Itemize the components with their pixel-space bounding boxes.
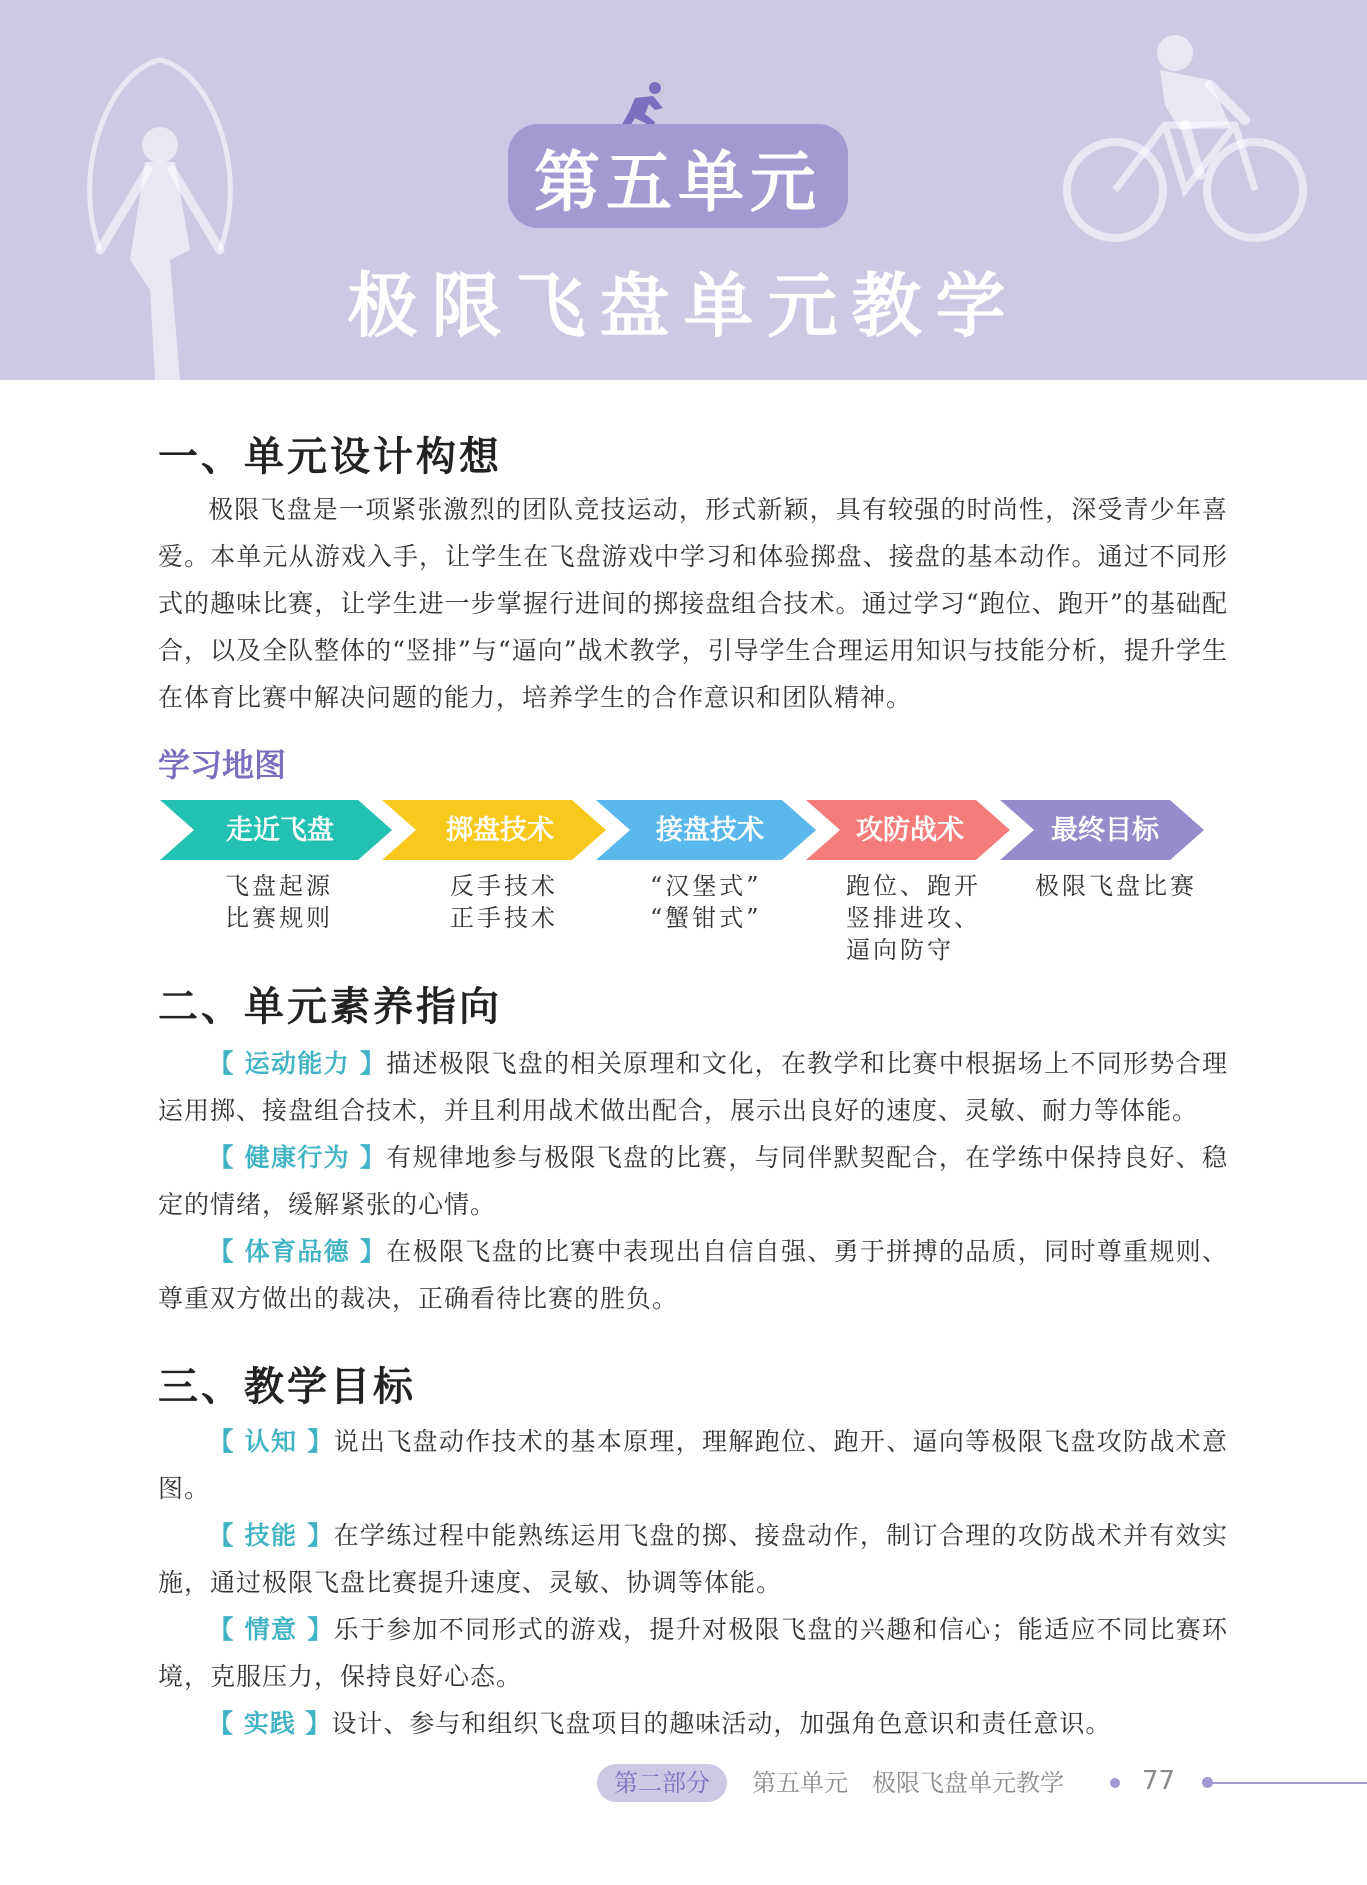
goal-item-2 (158, 1512, 1228, 1606)
step4-line1: 跑位、跑开 (846, 872, 981, 900)
step3-line2: “蟹钳式” (650, 904, 762, 932)
section3-heading: 三、教学目标 (158, 1363, 416, 1410)
footer-part-badge: 第二部分 (597, 1764, 727, 1802)
step4-line2: 竖排进攻、 (846, 904, 981, 932)
step2-line1: 反手技术 (450, 872, 558, 900)
literacy-text-3: 在极限飞盘的比赛中表现出自信自强、勇于拼搏的品质，同时尊重规则、尊重双方做出的裁决，正确看待比赛的胜负。 (158, 1237, 1228, 1313)
literacy-tag-1: 【 运动能力 】 (208, 1049, 387, 1078)
literacy-text-1: 描述极限飞盘的相关原理和文化，在教学和比赛中根据场上不同形势合理运用掷、接盘组合技术，并且利用战术做出配合，展示出良好的速度、灵敏、耐力等体能。 (158, 1049, 1228, 1125)
step2-line2: 正手技术 (450, 904, 558, 932)
step5-line1: 极限飞盘比赛 (1035, 872, 1197, 900)
step-label-2: 掷盘技术 (446, 815, 554, 846)
step-detail-3 (650, 870, 762, 934)
goal-text-3: 乐于参加不同形式的游戏，提升对极限飞盘的兴趣和信心；能适应不同比赛环境，克服压力，保持良好心态。 (158, 1615, 1228, 1691)
goal-tag-1: 【 认知 】 (208, 1427, 334, 1456)
literacy-item-3 (158, 1228, 1228, 1322)
goal-item-1 (158, 1418, 1228, 1512)
literacy-tag-3: 【 体育品德 】 (208, 1237, 387, 1266)
step1-line1: 飞盘起源 (225, 872, 333, 900)
goal-item-4 (158, 1700, 1228, 1747)
step-detail-1 (225, 870, 333, 934)
literacy-tag-2: 【 健康行为 】 (208, 1143, 387, 1172)
literacy-item-1 (158, 1040, 1228, 1134)
goal-text-2: 在学练过程中能熟练运用飞盘的掷、接盘动作，制订合理的攻防战术并有效实施，通过极限飞盘比赛提升速度、灵敏、协调等体能。 (158, 1521, 1228, 1597)
cyclist-icon (1060, 25, 1310, 245)
step-detail-5 (1035, 870, 1197, 902)
section1-text: 极限飞盘是一项紧张激烈的团队竞技运动，形式新颖，具有较强的时尚性，深受青少年喜爱。本单元从游戏入手，让学生在飞盘游戏中学习和体验掷盘、接盘的基本动作。通过不同形式的趣味比赛，让学生进一步掌握行进间的掷接盘组合技术。通过学习“跑位、跑开”的基础配合，以及全队整体的“竖排”与“逼向”战术教学，引导学生合理运用知识与技能分析，提升学生在体育比赛中解决问题的能力，培养学生的合作意识和团队精神。 (158, 495, 1228, 712)
section1-paragraph (158, 486, 1228, 721)
section3-body (158, 1418, 1228, 1747)
section1-heading: 一、单元设计构想 (158, 433, 502, 480)
step-detail-4 (846, 870, 981, 966)
step-label-3: 接盘技术 (656, 815, 764, 846)
page-number: 77 (1142, 1766, 1176, 1796)
step3-line1: “汉堡式” (650, 872, 762, 900)
section2-body (158, 1040, 1228, 1322)
goal-text-4: 设计、参与和组织飞盘项目的趣味活动，加强角色意识和责任意识。 (331, 1709, 1112, 1738)
footer-line (1208, 1782, 1367, 1784)
goal-tag-4: 【 实践 】 (208, 1709, 332, 1738)
page-title: 极限飞盘单元教学 (347, 265, 1020, 347)
footer-dot (1110, 1778, 1120, 1788)
step1-line2: 比赛规则 (225, 904, 333, 932)
header-banner (0, 0, 1367, 380)
unit-badge: 第五单元 (508, 124, 848, 228)
goal-tag-2: 【 技能 】 (208, 1521, 334, 1550)
step4-line3: 逼向防守 (846, 936, 954, 964)
section2-heading: 二、单元素养指向 (158, 983, 502, 1030)
literacy-text-2: 有规律地参与极限飞盘的比赛，与同伴默契配合，在学练中保持良好、稳定的情绪，缓解紧张的心情。 (158, 1143, 1228, 1219)
step-detail-2 (450, 870, 558, 934)
step-label-5: 最终目标 (1051, 815, 1159, 846)
literacy-item-2 (158, 1134, 1228, 1228)
goal-text-1: 说出飞盘动作技术的基本原理，理解跑位、跑开、逼向等极限飞盘攻防战术意图。 (158, 1427, 1228, 1503)
step-label-1: 走近飞盘 (226, 815, 334, 846)
learning-map-title: 学习地图 (158, 746, 287, 784)
goal-item-3 (158, 1606, 1228, 1700)
goal-tag-3: 【 情意 】 (208, 1615, 334, 1644)
footer-chapter: 第五单元 极限飞盘单元教学 (752, 1769, 1064, 1797)
step-label-4: 攻防战术 (856, 815, 964, 846)
